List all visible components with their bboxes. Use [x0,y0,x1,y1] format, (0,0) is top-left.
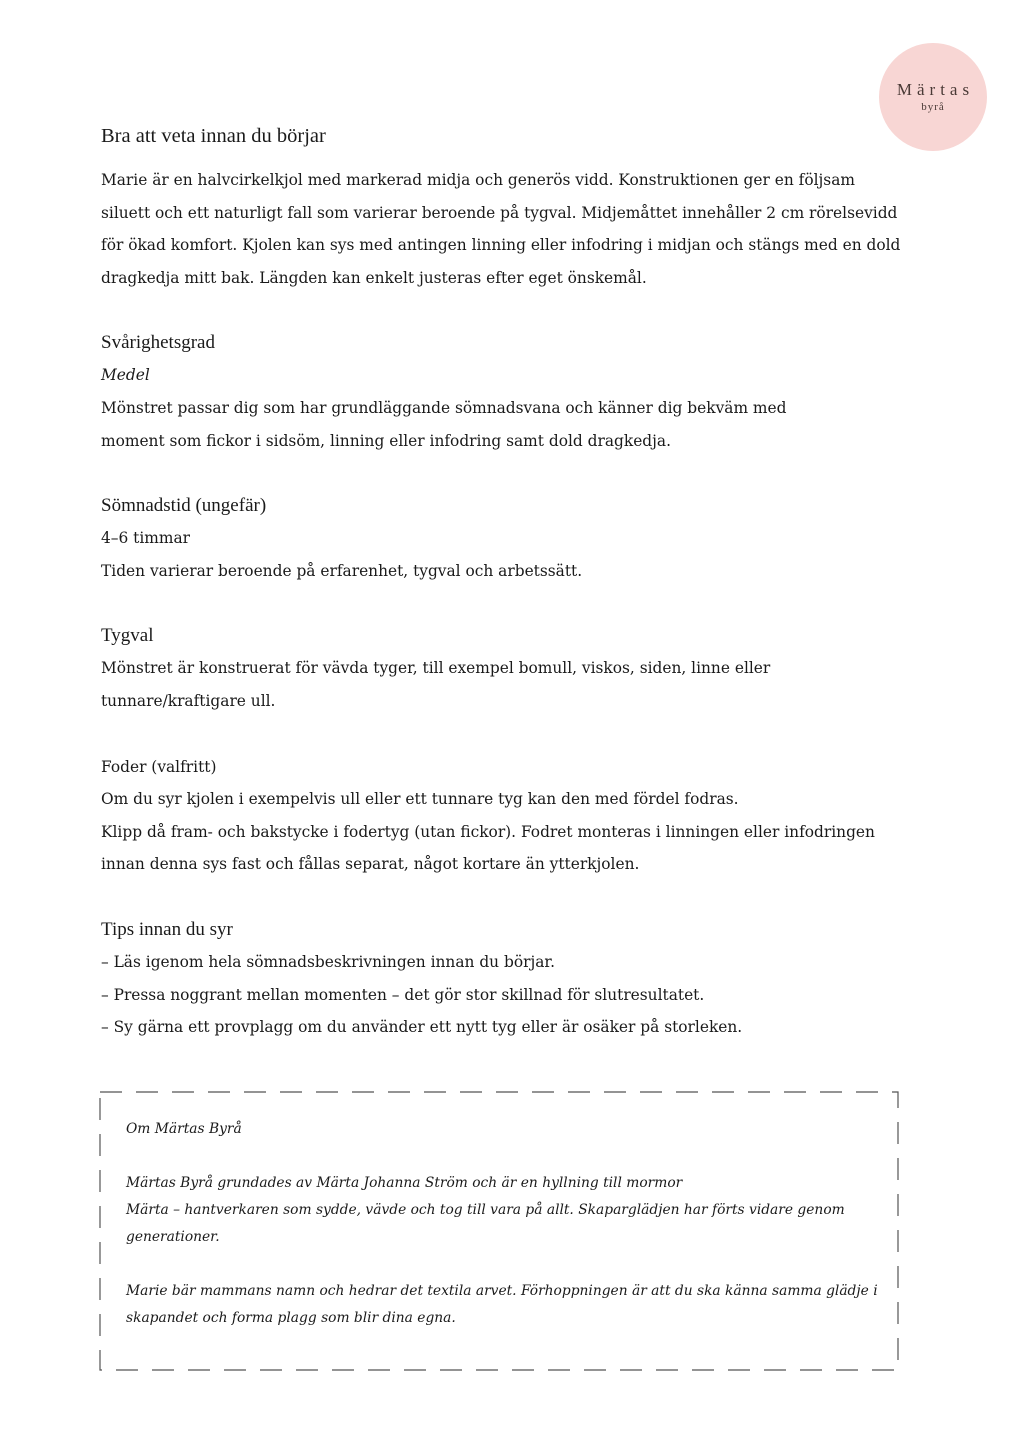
lining-text-line-3: innan denna sys fast och fållas separat, något kortare än ytterkjolen. [101,855,640,874]
fabric-text-line-2: tunnare/kraftigare ull. [101,691,276,710]
tips-item: – Läs igenom hela sömnadsbeskrivningen innan du börjar. [101,952,555,971]
about-title: Om Märtas Byrå [126,1121,242,1137]
about-text-line-4: Marie bär mammans namn och hedrar det textila arvet. Förhoppningen är att du ska känna samma glädje i [126,1283,878,1299]
about-text-line-3: generationer. [126,1229,220,1245]
time-heading: Sömnadstid (ungefär) [101,495,267,517]
about-text [126,1116,886,1332]
difficulty-text-line-1: Mönstret passar dig som har grundläggande sömnadsvana och känner dig bekväm med [101,398,787,417]
tips-item: – Sy gärna ett provplagg om du använder ett nytt tyg eller är osäker på storleken. [101,1018,743,1037]
difficulty-heading: Svårighetsgrad [101,332,215,354]
difficulty-text-line-2: moment som fickor i sidsöm, linning eller infodring samt dold dragkedja. [101,431,671,450]
difficulty-level: Medel [101,366,150,385]
time-note: Tiden varierar beroende på erfarenhet, tygval och arbetssätt. [101,561,583,580]
about-text-line-2: Märta – hantverkaren som sydde, vävde och tog till vara på allt. Skaparglädjen har förts vidare genom [126,1202,845,1218]
logo-name: Märtas [896,80,975,99]
tips-item: – Pressa noggrant mellan momenten – det gör stor skillnad för slutresultatet. [101,985,705,1004]
tips-list [101,946,901,1044]
page-title: Bra att veta innan du börjar [101,125,326,147]
main-content [101,120,901,1044]
fabric-text-line-1: Mönstret är konstruerat för vävda tyger, till exempel bomull, viskos, siden, linne eller [101,659,771,678]
lining-text-line-2: Klipp då fram- och bakstycke i fodertyg (utan fickor). Fodret monteras i linningen eller infodringen [101,822,875,841]
intro-text: Marie är en halvcirkelkjol med markerad midja och generös vidd. Konstruktionen ger en följsam siluett och ett naturligt fall som varierar beroende på tygval. Midjemåttet innehåller 2 cm rörelsevidd för ökad komfort. Kjolen kan sys med antingen linning eller infodring i midjan och stängs med en dold dragkedja mitt bak. Längden kan enkelt justeras efter eget önskemål. [101,171,901,287]
fabric-heading: Tygval [101,625,154,647]
about-text-line-5: skapandet och forma plagg som blir dina egna. [126,1310,456,1326]
tips-heading: Tips innan du syr [101,918,233,940]
about-box [99,1091,899,1371]
logo-sub: byrå [921,101,945,113]
about-text-line-1: Märtas Byrå grundades av Märta Johanna Ström och är en hyllning till mormor [126,1175,683,1191]
lining-text-line-1: Om du syr kjolen i exempelvis ull eller ett tunnare tyg kan den med fördel fodras. [101,790,739,809]
lining-heading: Foder (valfritt) [101,757,217,776]
time-value: 4–6 timmar [101,529,190,548]
